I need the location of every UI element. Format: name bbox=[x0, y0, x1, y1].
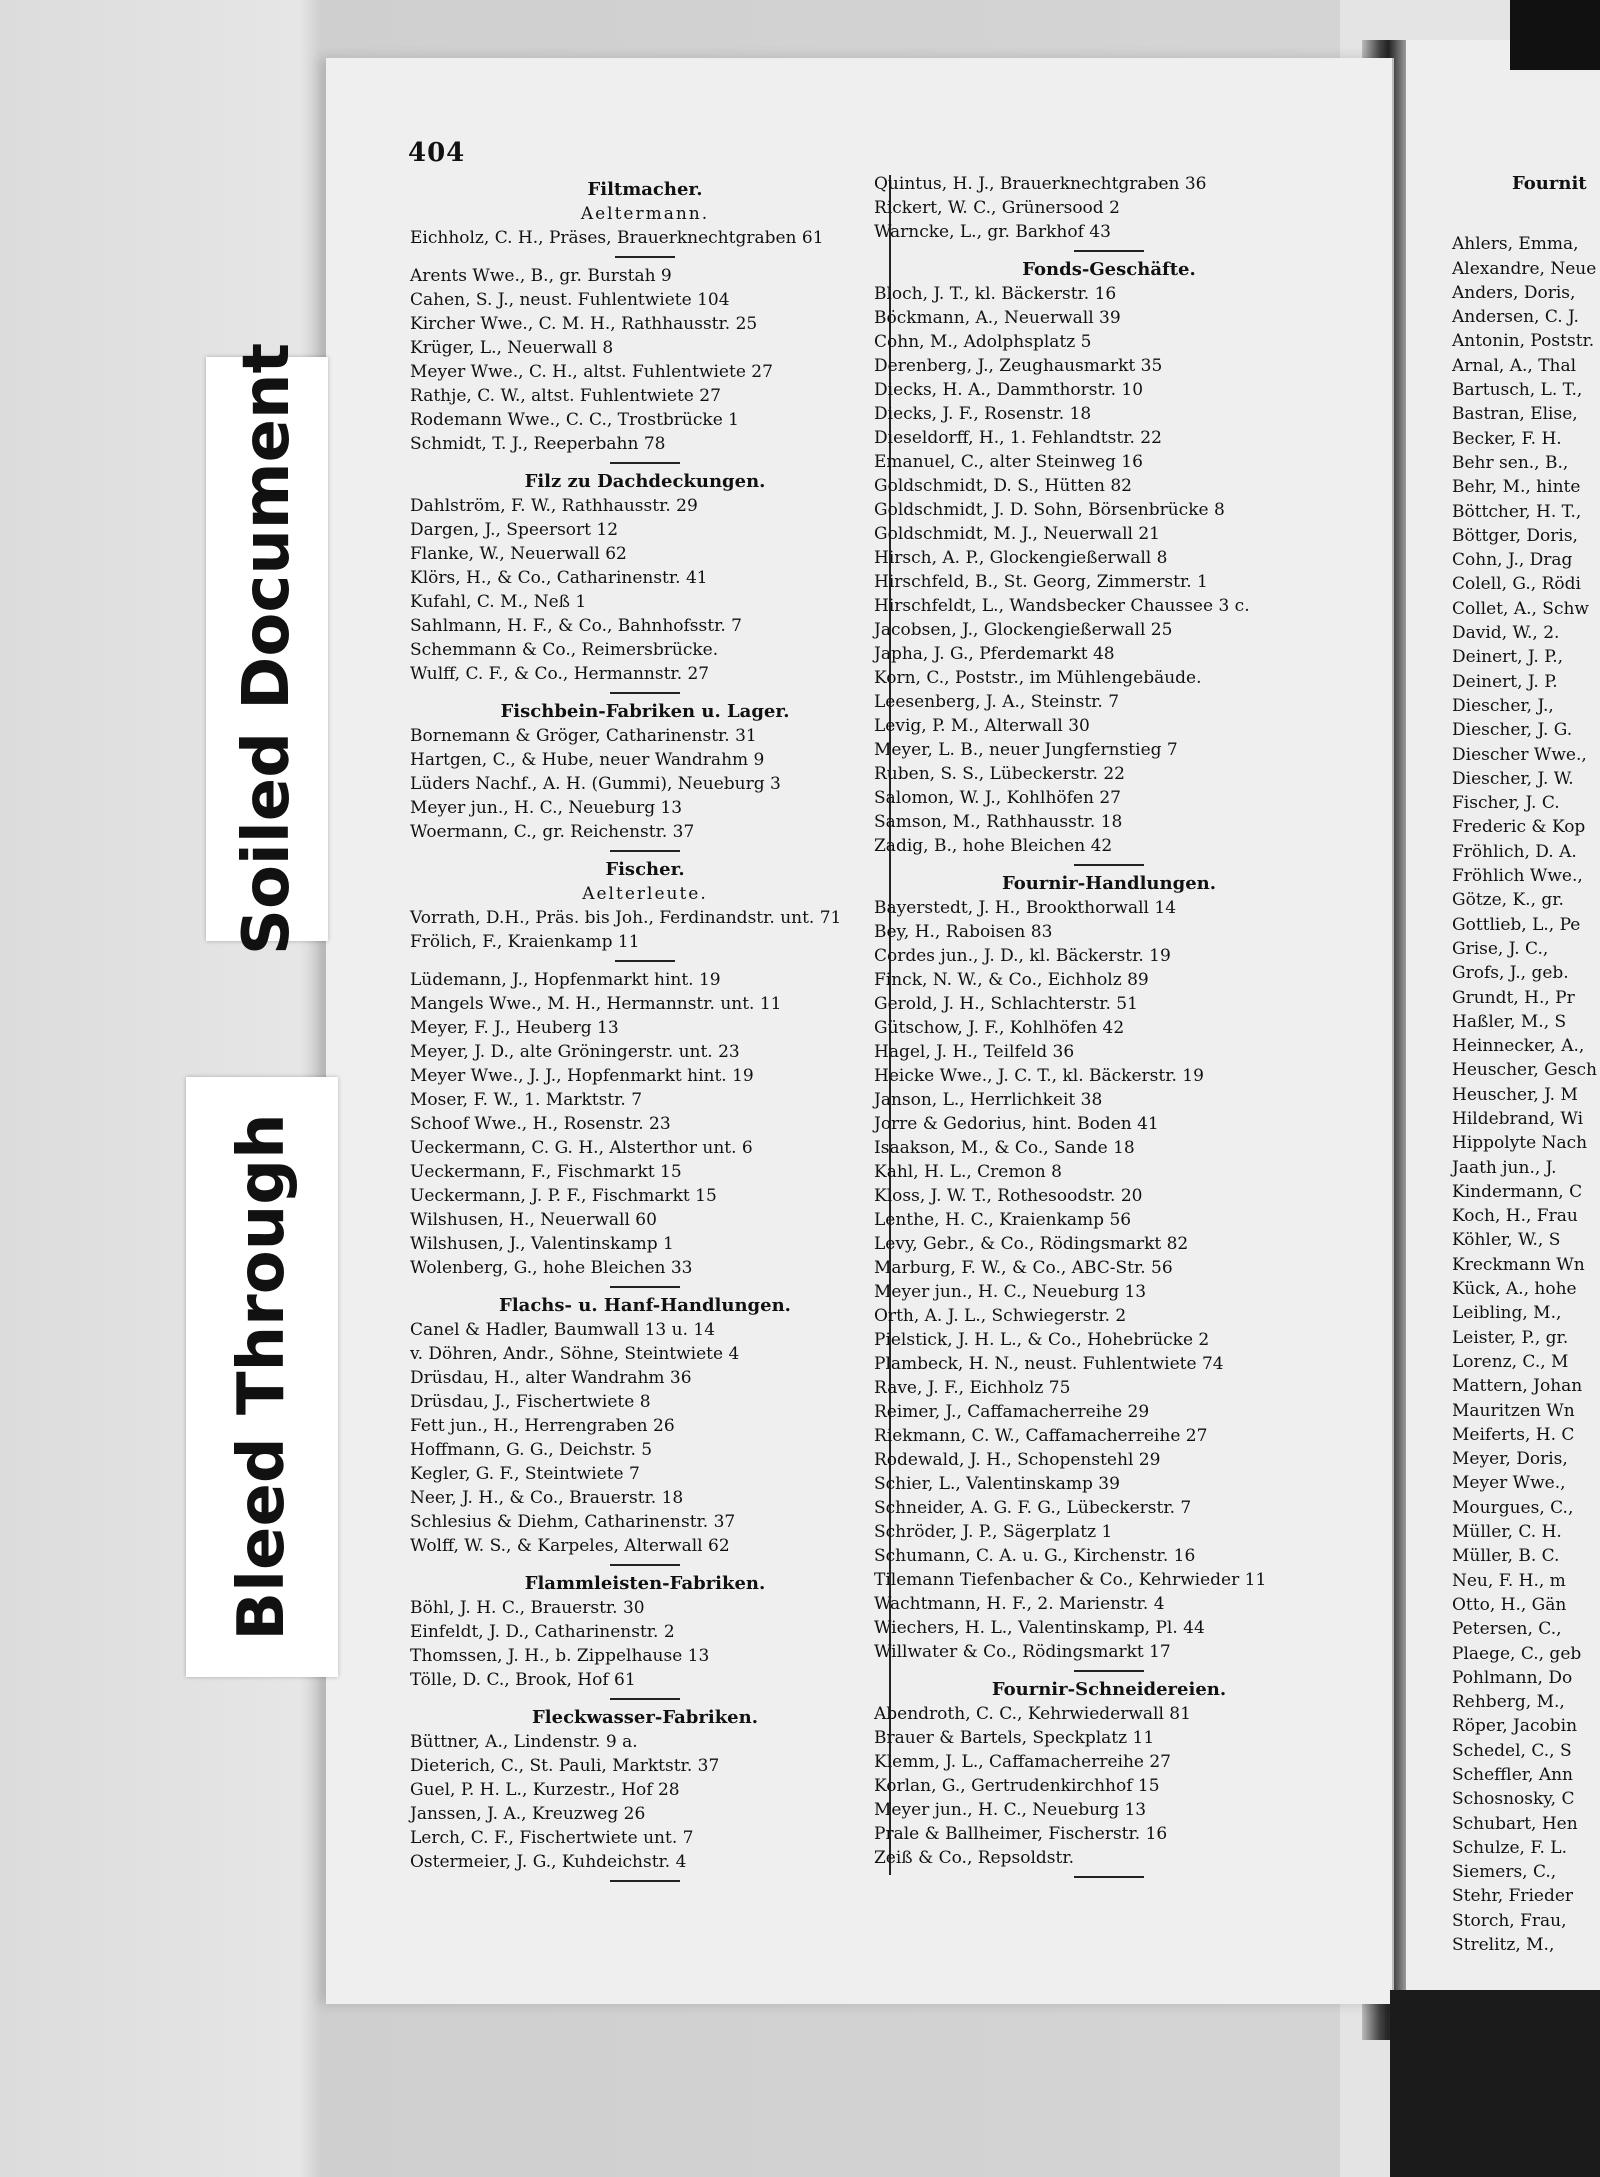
directory-entry: Neer, J. H., & Co., Brauerstr. 18 bbox=[410, 1488, 684, 1508]
directory-entry: Willwater & Co., Rödingsmarkt 17 bbox=[874, 1642, 1171, 1662]
directory-entry: Siemers, C., bbox=[1452, 1862, 1557, 1883]
directory-entry: Meyer jun., H. C., Neueburg 13 bbox=[874, 1800, 1147, 1820]
directory-entry: Schosnosky, C bbox=[1452, 1789, 1575, 1810]
directory-entry: Wilshusen, J., Valentinskamp 1 bbox=[410, 1234, 674, 1254]
section-heading: Flachs- u. Hanf-Handlungen. bbox=[499, 1295, 791, 1316]
directory-entry: Alexandre, Neue bbox=[1452, 258, 1597, 279]
directory-entry: Tölle, D. C., Brook, Hof 61 bbox=[410, 1670, 636, 1690]
directory-entry: Cahen, S. J., neust. Fuhlentwiete 104 bbox=[410, 290, 730, 310]
directory-entry: Behr, M., hinte bbox=[1452, 477, 1581, 498]
directory-entry: Diescher Wwe., bbox=[1452, 744, 1587, 765]
directory-entry: Hildebrand, Wi bbox=[1452, 1108, 1584, 1129]
section-subheading: Aelterleute. bbox=[582, 884, 708, 904]
section-heading: Fischer. bbox=[605, 859, 685, 880]
directory-entry: Heuscher, J. M bbox=[1452, 1084, 1578, 1105]
directory-entry: Hartgen, C., & Hube, neuer Wandrahm 9 bbox=[410, 750, 765, 770]
section-heading: Flammleisten-Fabriken. bbox=[524, 1573, 766, 1594]
page-number: 404 bbox=[408, 138, 466, 168]
directory-entry: Zeiß & Co., Repsoldstr. bbox=[874, 1848, 1074, 1868]
directory-entry: Sahlmann, H. F., & Co., Bahnhofsstr. 7 bbox=[410, 616, 742, 636]
directory-entry: Bartusch, L. T., bbox=[1452, 380, 1583, 401]
directory-entry: Kloss, J. W. T., Rothesoodstr. 20 bbox=[874, 1186, 1143, 1206]
section-heading: Fonds-Geschäfte. bbox=[1022, 259, 1196, 280]
directory-entry: Stehr, Frieder bbox=[1452, 1886, 1574, 1907]
directory-entry: Cohn, M., Adolphsplatz 5 bbox=[874, 332, 1092, 352]
directory-entry: Hirschfeldt, L., Wandsbecker Chaussee 3 c. bbox=[874, 596, 1250, 616]
directory-entry: Klörs, H., & Co., Catharinenstr. 41 bbox=[410, 568, 708, 588]
directory-entry: Anders, Doris, bbox=[1452, 282, 1576, 303]
section-rule bbox=[610, 850, 680, 852]
directory-entry: Röper, Jacobin bbox=[1452, 1716, 1578, 1737]
directory-entry: Leibling, M., bbox=[1452, 1303, 1562, 1324]
directory-entry: Gottlieb, L., Pe bbox=[1452, 914, 1581, 935]
directory-entry: Böttger, Doris, bbox=[1452, 525, 1578, 546]
section-rule bbox=[1074, 250, 1144, 252]
directory-entry: Schulze, F. L. bbox=[1452, 1837, 1567, 1858]
directory-entry: Schier, L., Valentinskamp 39 bbox=[874, 1474, 1120, 1494]
section-rule bbox=[610, 1286, 680, 1288]
section-rule bbox=[1074, 864, 1144, 866]
section-heading: Fournit bbox=[1512, 173, 1587, 194]
section-rule bbox=[615, 960, 675, 962]
directory-entry: Kahl, H. L., Cremon 8 bbox=[874, 1162, 1062, 1182]
directory-entry: Warncke, L., gr. Barkhof 43 bbox=[874, 222, 1111, 242]
section-heading: Fleckwasser-Fabriken. bbox=[532, 1707, 758, 1728]
directory-entry: Büttner, A., Lindenstr. 9 a. bbox=[410, 1732, 638, 1752]
directory-entry: Colell, G., Rödi bbox=[1452, 574, 1581, 595]
directory-entry: Wolff, W. S., & Karpeles, Alterwall 62 bbox=[410, 1536, 730, 1556]
directory-entry: Janssen, J. A., Kreuzweg 26 bbox=[410, 1804, 646, 1824]
directory-entry: Wiechers, H. L., Valentinskamp, Pl. 44 bbox=[874, 1618, 1205, 1638]
soiled-document-label bbox=[206, 342, 328, 956]
directory-entry: Meyer, Doris, bbox=[1452, 1449, 1568, 1470]
directory-entry: Diescher, J. W. bbox=[1452, 768, 1574, 789]
directory-entry: Guel, P. H. L., Kurzestr., Hof 28 bbox=[410, 1780, 680, 1800]
directory-entry: Schubart, Hen bbox=[1452, 1813, 1578, 1834]
dark-edge-bottom bbox=[1390, 1990, 1600, 2177]
directory-entry: Schneider, A. G. F. G., Lübeckerstr. 7 bbox=[874, 1498, 1192, 1518]
directory-entry: Fett jun., H., Herrengraben 26 bbox=[410, 1416, 675, 1436]
directory-entry: Dargen, J., Speersort 12 bbox=[410, 520, 619, 540]
directory-entry: Janson, L., Herrlichkeit 38 bbox=[874, 1090, 1103, 1110]
directory-entry: Schumann, C. A. u. G., Kirchenstr. 16 bbox=[874, 1546, 1196, 1566]
directory-entry: Fröhlich Wwe., bbox=[1452, 866, 1583, 887]
directory-entry: Gütschow, J. F., Kohlhöfen 42 bbox=[874, 1018, 1125, 1038]
directory-entry: Thomssen, J. H., b. Zippelhause 13 bbox=[410, 1646, 710, 1666]
directory-entry: Andersen, C. J. bbox=[1452, 307, 1579, 328]
directory-entry: Kufahl, C. M., Neß 1 bbox=[410, 592, 587, 612]
directory-entry: Meyer, F. J., Heuberg 13 bbox=[410, 1018, 619, 1038]
directory-entry: Ruben, S. S., Lübeckerstr. 22 bbox=[874, 764, 1125, 784]
directory-entry: Müller, B. C. bbox=[1452, 1546, 1560, 1567]
directory-entry: Kück, A., hohe bbox=[1452, 1279, 1577, 1300]
directory-entry: Wulff, C. F., & Co., Hermannstr. 27 bbox=[410, 664, 710, 684]
directory-entry: Pielstick, J. H. L., & Co., Hohebrücke 2 bbox=[874, 1330, 1210, 1350]
directory-entry: Meyer, J. D., alte Gröningerstr. unt. 23 bbox=[410, 1042, 740, 1062]
directory-entry: Meyer jun., H. C., Neueburg 13 bbox=[874, 1282, 1147, 1302]
directory-entry: Eichholz, C. H., Präses, Brauerknechtgraben 61 bbox=[410, 228, 824, 248]
directory-entry: Schröder, J. P., Sägerplatz 1 bbox=[874, 1522, 1113, 1542]
section-rule bbox=[1074, 1670, 1144, 1672]
directory-entry: Diecks, H. A., Dammthorstr. 10 bbox=[874, 380, 1144, 400]
directory-entry: Schedel, C., S bbox=[1452, 1740, 1572, 1761]
directory-entry: Collet, A., Schw bbox=[1452, 598, 1589, 619]
directory-entry: Meyer Wwe., J. J., Hopfenmarkt hint. 19 bbox=[410, 1066, 754, 1086]
directory-entry: Finck, N. W., & Co., Eichholz 89 bbox=[874, 970, 1149, 990]
section-heading: Filz zu Dachdeckungen. bbox=[524, 471, 766, 492]
directory-entry: Plambeck, H. N., neust. Fuhlentwiete 74 bbox=[874, 1354, 1224, 1374]
directory-entry: Rehberg, M., bbox=[1452, 1692, 1565, 1713]
directory-entry: Samson, M., Rathhausstr. 18 bbox=[874, 812, 1123, 832]
directory-entry: Deinert, J. P. bbox=[1452, 671, 1558, 692]
directory-entry: Neu, F. H., m bbox=[1452, 1570, 1566, 1591]
directory-entry: Klemm, J. L., Caffamacherreihe 27 bbox=[874, 1752, 1171, 1772]
directory-entry: Arnal, A., Thal bbox=[1452, 355, 1577, 376]
directory-entry: Lüdemann, J., Hopfenmarkt hint. 19 bbox=[410, 970, 721, 990]
directory-entry: Reimer, J., Caffamacherreihe 29 bbox=[874, 1402, 1150, 1422]
directory-entry: Rodemann Wwe., C. C., Trostbrücke 1 bbox=[410, 410, 739, 430]
directory-entry: Leesenberg, J. A., Steinstr. 7 bbox=[874, 692, 1120, 712]
directory-entry: Mauritzen Wn bbox=[1452, 1400, 1575, 1421]
directory-entry: Canel & Hadler, Baumwall 13 u. 14 bbox=[410, 1320, 716, 1340]
directory-entry: Quintus, H. J., Brauerknechtgraben 36 bbox=[874, 174, 1207, 194]
directory-entry: Otto, H., Gän bbox=[1452, 1594, 1567, 1615]
directory-entry: Orth, A. J. L., Schwiegerstr. 2 bbox=[874, 1306, 1127, 1326]
section-rule bbox=[610, 1880, 680, 1882]
directory-entry: Deinert, J. P., bbox=[1452, 647, 1564, 668]
section-heading: Fischbein-Fabriken u. Lager. bbox=[500, 701, 790, 722]
directory-entry: Arents Wwe., B., gr. Burstah 9 bbox=[410, 266, 672, 286]
directory-entry: Wilshusen, H., Neuerwall 60 bbox=[410, 1210, 657, 1230]
directory-entry: Götze, K., gr. bbox=[1452, 890, 1564, 911]
facing-page-column bbox=[1452, 172, 1597, 1957]
section-rule bbox=[1074, 1876, 1144, 1878]
directory-entry: Schoof Wwe., H., Rosenstr. 23 bbox=[410, 1114, 671, 1134]
directory-entry: Schemmann & Co., Reimersbrücke. bbox=[410, 640, 719, 660]
directory-entry: Behr sen., B., bbox=[1452, 452, 1569, 473]
directory-entry: Storch, Frau, bbox=[1452, 1910, 1567, 1931]
directory-entry: Riekmann, C. W., Caffamacherreihe 27 bbox=[874, 1426, 1208, 1446]
directory-entry: Leister, P., gr. bbox=[1452, 1327, 1569, 1348]
directory-entry: Gerold, J. H., Schlachterstr. 51 bbox=[874, 994, 1138, 1014]
directory-entry: Meyer Wwe., bbox=[1452, 1473, 1566, 1494]
directory-entry: Dahlström, F. W., Rathhausstr. 29 bbox=[410, 496, 698, 516]
directory-entry: Ostermeier, J. G., Kuhdeichstr. 4 bbox=[410, 1852, 687, 1872]
directory-entry: Hagel, J. H., Teilfeld 36 bbox=[874, 1042, 1075, 1062]
directory-entry: Diecks, J. F., Rosenstr. 18 bbox=[874, 404, 1092, 424]
directory-entry: Fröhlich, D. A. bbox=[1452, 841, 1577, 862]
directory-entry: Lenthe, H. C., Kraienkamp 56 bbox=[874, 1210, 1132, 1230]
directory-entry: Müller, C. H. bbox=[1452, 1522, 1562, 1543]
directory-entry: Bayerstedt, J. H., Brookthorwall 14 bbox=[874, 898, 1177, 918]
directory-entry: Rave, J. F., Eichholz 75 bbox=[874, 1378, 1071, 1398]
directory-entry: Plaege, C., geb bbox=[1452, 1643, 1582, 1664]
directory-entry: Tilemann Tiefenbacher & Co., Kehrwieder 11 bbox=[874, 1570, 1267, 1590]
directory-entry: Goldschmidt, D. S., Hütten 82 bbox=[874, 476, 1132, 496]
bleed-through-text: Bleed Through bbox=[225, 1113, 299, 1641]
directory-entry: Böckmann, A., Neuerwall 39 bbox=[874, 308, 1121, 328]
directory-entry: David, W., 2. bbox=[1452, 623, 1560, 644]
bleed-through-label bbox=[186, 1077, 338, 1677]
directory-entry: Salomon, W. J., Kohlhöfen 27 bbox=[874, 788, 1121, 808]
directory-entry: Flanke, W., Neuerwall 62 bbox=[410, 544, 627, 564]
directory-entry: Köhler, W., S bbox=[1452, 1230, 1561, 1251]
directory-entry: Mangels Wwe., M. H., Hermannstr. unt. 11 bbox=[410, 994, 782, 1014]
directory-entry: Rathje, C. W., altst. Fuhlentwiete 27 bbox=[410, 386, 721, 406]
directory-entry: Schmidt, T. J., Reeperbahn 78 bbox=[410, 434, 666, 454]
directory-entry: Brauer & Bartels, Speckplatz 11 bbox=[874, 1728, 1155, 1748]
directory-entry: Strelitz, M., bbox=[1452, 1935, 1555, 1956]
directory-entry: Grundt, H., Pr bbox=[1452, 987, 1575, 1008]
directory-entry: Meiferts, H. C bbox=[1452, 1424, 1575, 1445]
directory-entry: Becker, F. H. bbox=[1452, 428, 1562, 449]
directory-entry: Frederic & Kop bbox=[1452, 817, 1586, 838]
directory-entry: Woermann, C., gr. Reichenstr. 37 bbox=[410, 822, 695, 842]
middle-column bbox=[874, 172, 1344, 1884]
directory-entry: Dieseldorff, H., 1. Fehlandtstr. 22 bbox=[874, 428, 1162, 448]
directory-entry: Vorrath, D.H., Präs. bis Joh., Ferdinandstr. unt. 71 bbox=[410, 908, 842, 928]
directory-entry: Drüsdau, J., Fischertwiete 8 bbox=[410, 1392, 651, 1412]
directory-entry: Diescher, J. G. bbox=[1452, 720, 1573, 741]
directory-entry: Ahlers, Emma, bbox=[1452, 234, 1579, 255]
directory-entry: Hippolyte Nach bbox=[1452, 1133, 1588, 1154]
directory-entry: Hirschfeld, B., St. Georg, Zimmerstr. 1 bbox=[874, 572, 1208, 592]
directory-entry: Fischer, J. C. bbox=[1452, 793, 1560, 814]
directory-entry: Ueckermann, J. P. F., Fischmarkt 15 bbox=[410, 1186, 717, 1206]
directory-entry: Grise, J. C., bbox=[1452, 938, 1549, 959]
directory-entry: Japha, J. G., Pferdemarkt 48 bbox=[874, 644, 1115, 664]
directory-entry: Böttcher, H. T., bbox=[1452, 501, 1582, 522]
directory-entry: Kindermann, C bbox=[1452, 1181, 1583, 1202]
directory-entry: Dieterich, C., St. Pauli, Marktstr. 37 bbox=[410, 1756, 720, 1776]
section-subheading: Aeltermann. bbox=[580, 204, 710, 224]
directory-entry: Levy, Gebr., & Co., Rödingsmarkt 82 bbox=[874, 1234, 1189, 1254]
section-rule bbox=[610, 462, 680, 464]
directory-entry: Koch, H., Frau bbox=[1452, 1206, 1578, 1227]
directory-entry: Heicke Wwe., J. C. T., kl. Bäckerstr. 19 bbox=[874, 1066, 1204, 1086]
directory-entry: Lerch, C. F., Fischertwiete unt. 7 bbox=[410, 1828, 694, 1848]
section-rule bbox=[610, 1698, 680, 1700]
directory-entry: Schlesius & Diehm, Catharinenstr. 37 bbox=[410, 1512, 736, 1532]
directory-entry: Rodewald, J. H., Schopenstehl 29 bbox=[874, 1450, 1161, 1470]
directory-entry: Pohlmann, Do bbox=[1452, 1667, 1573, 1688]
directory-entry: Ueckermann, C. G. H., Alsterthor unt. 6 bbox=[410, 1138, 753, 1158]
directory-entry: Kircher Wwe., C. M. H., Rathhausstr. 25 bbox=[410, 314, 758, 334]
directory-entry: Lorenz, C., M bbox=[1452, 1351, 1569, 1372]
directory-entry: Korn, C., Poststr., im Mühlengebäude. bbox=[874, 668, 1202, 688]
directory-entry: Grofs, J., geb. bbox=[1452, 963, 1569, 984]
directory-entry: Heinnecker, A., bbox=[1452, 1036, 1585, 1057]
directory-entry: Drüsdau, H., alter Wandrahm 36 bbox=[410, 1368, 692, 1388]
section-heading: Fournir-Handlungen. bbox=[1002, 873, 1216, 894]
directory-entry: Korlan, G., Gertrudenkirchhof 15 bbox=[874, 1776, 1160, 1796]
directory-entry: Bastran, Elise, bbox=[1452, 404, 1578, 425]
directory-entry: Emanuel, C., alter Steinweg 16 bbox=[874, 452, 1143, 472]
section-heading: Fournir-Schneidereien. bbox=[991, 1679, 1227, 1700]
directory-entry: Zadig, B., hohe Bleichen 42 bbox=[874, 836, 1113, 856]
section-heading: Filtmacher. bbox=[587, 179, 703, 200]
directory-entry: Haßler, M., S bbox=[1452, 1011, 1567, 1032]
directory-entry: Goldschmidt, J. D. Sohn, Börsenbrücke 8 bbox=[874, 500, 1225, 520]
directory-entry: Kreckmann Wn bbox=[1452, 1254, 1585, 1275]
directory-entry: Cordes jun., J. D., kl. Bäckerstr. 19 bbox=[874, 946, 1171, 966]
directory-entry: Einfeldt, J. D., Catharinenstr. 2 bbox=[410, 1622, 675, 1642]
section-rule bbox=[615, 256, 675, 258]
directory-entry: Diescher, J., bbox=[1452, 695, 1554, 716]
directory-entry: Hoffmann, G. G., Deichstr. 5 bbox=[410, 1440, 653, 1460]
directory-entry: Mattern, Johan bbox=[1452, 1376, 1583, 1397]
directory-entry: Moser, F. W., 1. Marktstr. 7 bbox=[410, 1090, 643, 1110]
dark-edge-top bbox=[1510, 0, 1600, 70]
directory-entry: Petersen, C., bbox=[1452, 1619, 1562, 1640]
directory-entry: Ueckermann, F., Fischmarkt 15 bbox=[410, 1162, 682, 1182]
directory-entry: Meyer jun., H. C., Neueburg 13 bbox=[410, 798, 683, 818]
directory-entry: Goldschmidt, M. J., Neuerwall 21 bbox=[874, 524, 1160, 544]
left-column bbox=[410, 172, 880, 1888]
directory-entry: Bloch, J. T., kl. Bäckerstr. 16 bbox=[874, 284, 1117, 304]
directory-entry: Heuscher, Gesch bbox=[1452, 1060, 1597, 1081]
section-rule bbox=[610, 692, 680, 694]
directory-entry: Levig, P. M., Alterwall 30 bbox=[874, 716, 1090, 736]
section-rule bbox=[610, 1564, 680, 1566]
directory-entry: v. Döhren, Andr., Söhne, Steintwiete 4 bbox=[410, 1344, 740, 1364]
directory-entry: Marburg, F. W., & Co., ABC-Str. 56 bbox=[874, 1258, 1173, 1278]
directory-entry: Bornemann & Gröger, Catharinenstr. 31 bbox=[410, 726, 757, 746]
directory-entry: Frölich, F., Kraienkamp 11 bbox=[410, 932, 640, 952]
directory-entry: Böhl, J. H. C., Brauerstr. 30 bbox=[410, 1598, 645, 1618]
directory-entry: Krüger, L., Neuerwall 8 bbox=[410, 338, 614, 358]
directory-entry: Abendroth, C. C., Kehrwiederwall 81 bbox=[874, 1704, 1191, 1724]
directory-entry: Isaakson, M., & Co., Sande 18 bbox=[874, 1138, 1135, 1158]
directory-entry: Derenberg, J., Zeughausmarkt 35 bbox=[874, 356, 1163, 376]
directory-entry: Jacobsen, J., Glockengießerwall 25 bbox=[874, 620, 1173, 640]
directory-entry: Kegler, G. F., Steintwiete 7 bbox=[410, 1464, 640, 1484]
directory-entry: Hirsch, A. P., Glockengießerwall 8 bbox=[874, 548, 1168, 568]
directory-entry: Bey, H., Raboisen 83 bbox=[874, 922, 1053, 942]
directory-entry: Meyer, L. B., neuer Jungfernstieg 7 bbox=[874, 740, 1178, 760]
soiled-document-text: Soiled Document bbox=[230, 342, 304, 956]
directory-entry: Prale & Ballheimer, Fischerstr. 16 bbox=[874, 1824, 1168, 1844]
directory-entry: Meyer Wwe., C. H., altst. Fuhlentwiete 27 bbox=[410, 362, 773, 382]
directory-entry: Scheffler, Ann bbox=[1452, 1765, 1573, 1785]
directory-entry: Cohn, J., Drag bbox=[1452, 550, 1573, 571]
directory-entry: Jaath jun., J. bbox=[1452, 1157, 1557, 1178]
directory-entry: Rickert, W. C., Grünersood 2 bbox=[874, 198, 1120, 218]
directory-entry: Wachtmann, H. F., 2. Marienstr. 4 bbox=[874, 1594, 1165, 1614]
directory-entry: Wolenberg, G., hohe Bleichen 33 bbox=[410, 1258, 693, 1278]
spacer bbox=[1452, 196, 1597, 232]
directory-entry: Jorre & Gedorius, hint. Boden 41 bbox=[874, 1114, 1159, 1134]
directory-entry: Lüders Nachf., A. H. (Gummi), Neueburg 3 bbox=[410, 774, 781, 794]
directory-entry: Mourgues, C., bbox=[1452, 1497, 1574, 1518]
directory-entry: Antonin, Poststr. bbox=[1452, 331, 1595, 352]
